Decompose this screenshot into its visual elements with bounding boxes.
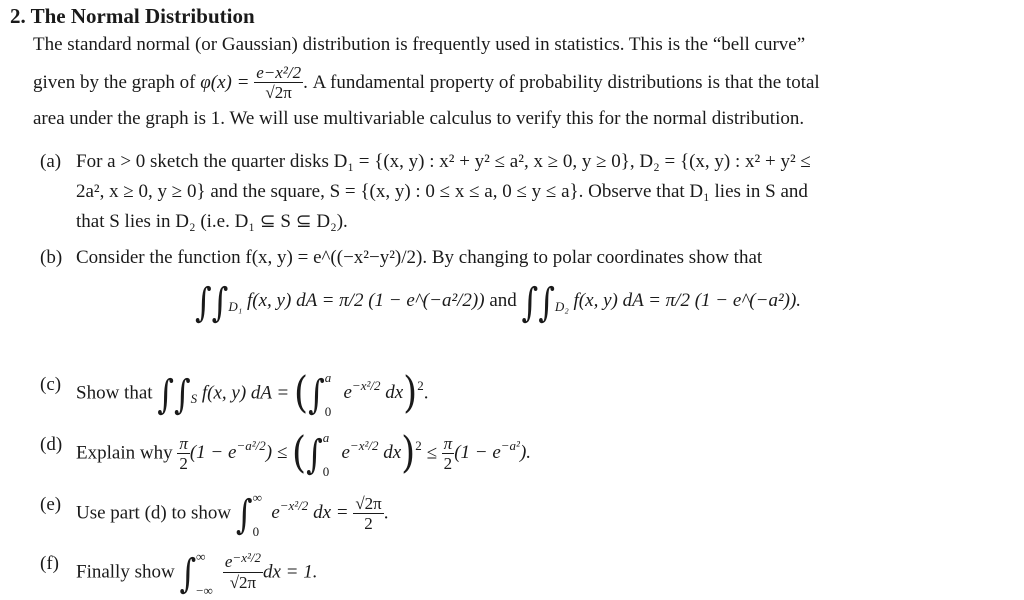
double-integral-d2: ∫∫ — [521, 277, 555, 326]
upper-bound-expr: $(1 - e^{-a^2})$. — [454, 438, 532, 464]
region-d1: D₁ — [228, 299, 243, 314]
intro-post: . A fundamental property of probability distributions is that the total — [303, 71, 820, 93]
part-d-label: (d) — [40, 434, 63, 455]
lower-bound: $(1 - e^{-a^2/2})$ ≤ — [189, 438, 288, 464]
part-d-text: Explain why — [76, 442, 173, 464]
integral-sign: ∫ — [235, 490, 253, 538]
double-integral-s: ∫∫ — [157, 370, 191, 418]
part-b-label: (b) — [40, 247, 63, 268]
part-f-text: Finally show — [76, 561, 175, 583]
intro-line-1: The standard normal (or Gaussian) distribution is frequently used in statistics. This is the “bell curve” — [33, 34, 806, 55]
gauss-integrand: $e^{-x^2/2}$ dx — [341, 438, 402, 464]
normal-density: $\frac{e^{-x^2/2}}{√2\pi}$ — [224, 550, 261, 592]
part-a-line-1: For a > 0 sketch the quarter disks D₁ = {(x, y) : x² + y² ≤ a², x ≥ 0, y ≥ 0}, D₂ = {(x, y) : x² + y² ≤ — [76, 151, 811, 172]
part-a-line-2: 2a², x ≥ 0, y ≥ 0} and the square, S = {(x, y) : 0 ≤ x ≤ a, 0 ≤ y ≤ a}. Observe that D₁ lies in S and — [76, 181, 808, 202]
part-e-label: (e) — [40, 494, 62, 515]
part-f-rest: dx = 1. — [262, 561, 318, 583]
integral-limits: a 0 — [322, 430, 330, 479]
integral-sign: ∫ — [308, 370, 325, 418]
integral-limits: ∞ 0 — [252, 490, 262, 539]
pi-over-2: $\frac{\pi}{2}$ — [179, 433, 188, 473]
part-d-line — [76, 428, 532, 479]
part-c-text: Show that — [76, 382, 153, 404]
integral-limits: a 0 — [324, 370, 332, 419]
part-b-line-1: Consider the function f(x, y) = e^((−x²−y²)/2). By changing to polar coordinates show that — [76, 247, 763, 268]
part-c-line: Show that $\int\int_S$ f(x, y) dA = (∫ a 0 $e^{-x^2/2}$ dx)$^2$. — [76, 368, 429, 419]
phi-denominator: √2π — [265, 83, 292, 102]
upper-bound: ≤ — [426, 442, 442, 464]
pi-over-2: $\frac{\pi}{2}$ — [443, 433, 453, 473]
left-paren: ( — [294, 368, 309, 418]
integral-limits: ∞ −∞ — [196, 549, 213, 598]
square-exponent: 2 — [417, 378, 424, 394]
part-b-and: and — [489, 290, 517, 311]
part-f-label: (f) — [40, 553, 59, 574]
part-c-label: (c) — [40, 374, 62, 395]
region-s: S — [190, 391, 198, 407]
intro-pre: given by the graph of — [33, 71, 196, 93]
right-paren: ) — [401, 428, 416, 478]
part-a-line-3: that S lies in D₂ (i.e. D₁ ⊆ S ⊆ D₂). — [76, 211, 348, 232]
part-b-eq-left: f(x, y) dA = π/2 (1 − e^(−a²/2)) — [247, 290, 485, 311]
part-e-line: Use part (d) to show ∫ ∞ 0 $e^{-x^2/2}$ dx = $\frac{√2\pi}{2}$ . — [76, 490, 389, 539]
square-exponent: 2 — [415, 438, 422, 454]
part-a-label: (a) — [40, 151, 62, 172]
right-paren: ) — [403, 368, 418, 418]
phi-numerator: e−x²/2 — [256, 63, 302, 82]
part-f-line — [76, 549, 318, 598]
integral-sign: ∫ — [306, 430, 323, 478]
left-paren: ( — [292, 428, 307, 478]
part-b-equations — [195, 277, 802, 326]
problem-title: 2. The Normal Distribution — [10, 4, 255, 28]
part-b-eq-right: f(x, y) dA = π/2 (1 − e^(−a²)). — [573, 290, 802, 311]
gauss-integrand: $e^{-x^2/2}$ dx — [343, 378, 404, 404]
gauss-integrand: $e^{-x^2/2}$ dx = — [271, 498, 349, 524]
sqrt-2pi-over-2: $\frac{√2\pi}{2}$ — [355, 493, 382, 533]
region-d2: D₂ — [554, 299, 569, 314]
intro-line-2 — [33, 64, 820, 103]
integral-sign: ∫ — [179, 549, 197, 597]
intro-line-3: area under the graph is 1. We will use multivariable calculus to verify this for the normal distribution. — [33, 108, 805, 129]
phi-label: φ(x) = — [200, 71, 250, 93]
part-e-text: Use part (d) to show — [76, 502, 232, 524]
phi-fraction — [254, 64, 303, 103]
part-c-integrand: f(x, y) dA = — [201, 382, 290, 404]
double-integral-d1: ∫∫ — [195, 277, 229, 326]
